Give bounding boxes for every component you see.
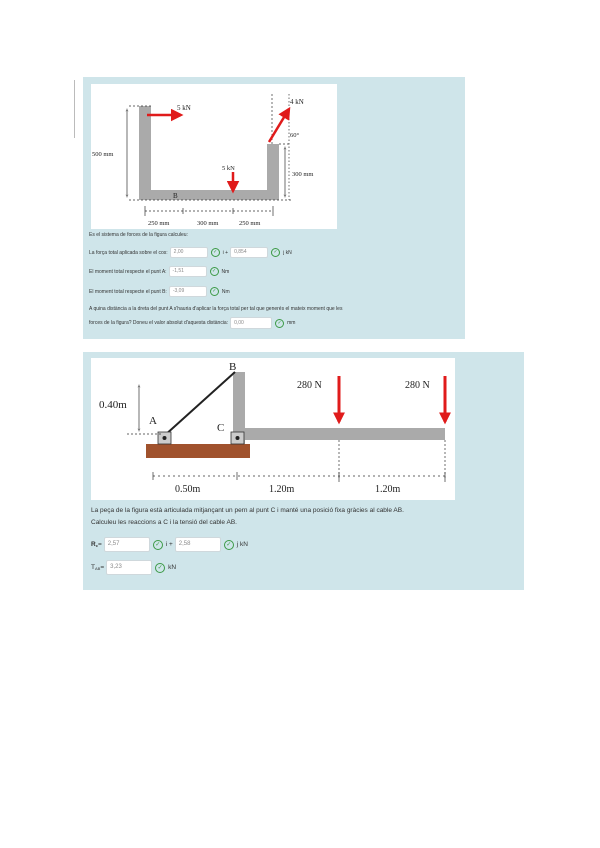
q4-unit: mm bbox=[287, 320, 296, 326]
check-icon: ✓ bbox=[210, 267, 219, 276]
u-shape-diagram bbox=[91, 84, 337, 229]
force-j-input[interactable]: 0,854 bbox=[230, 247, 268, 258]
question-1-row bbox=[89, 247, 292, 258]
check-icon: ✓ bbox=[275, 319, 284, 328]
question-4-row bbox=[89, 317, 295, 329]
q3-label: El moment total respecte el punt B: bbox=[89, 288, 167, 295]
label-b: B bbox=[229, 361, 237, 373]
problem-1-intro bbox=[89, 232, 188, 238]
ground bbox=[146, 444, 250, 458]
height-right-label: 300 mm bbox=[292, 171, 314, 178]
statement-line-2: Calculeu les reaccions a C i la tensió del cable AB. bbox=[91, 519, 237, 526]
dim-3-label: 250 mm bbox=[239, 220, 261, 227]
q2-unit: Nm bbox=[221, 268, 230, 275]
q1-mid-text: i + bbox=[222, 249, 229, 256]
q1-label: La força total aplicada sobre el cos: bbox=[89, 249, 168, 256]
reaction-equals: = bbox=[97, 541, 102, 548]
force-right-label: 4 kN bbox=[290, 98, 304, 106]
beam-cable-diagram bbox=[91, 358, 455, 500]
load-1-label: 280 N bbox=[297, 380, 322, 391]
question-2-row bbox=[89, 266, 229, 277]
force-i-input[interactable]: 2,00 bbox=[170, 247, 208, 258]
check-icon: ✓ bbox=[271, 248, 280, 257]
force-right-arrow bbox=[269, 109, 289, 142]
reaction-unit: j kN bbox=[236, 541, 248, 548]
reaction-mid-text: i + bbox=[165, 541, 173, 548]
q4-text-1: A quina distància a la dreta del punt A s'hauria d'aplicar la força total per tal que generés el mateix moment que les bbox=[89, 306, 343, 312]
problem-1-card bbox=[83, 77, 465, 339]
problem-2-card bbox=[83, 352, 524, 590]
problem-2-text-1 bbox=[91, 507, 404, 514]
q1-unit: j kN bbox=[283, 249, 292, 256]
moment-a-input[interactable]: -1,51 bbox=[169, 266, 207, 277]
check-icon: ✓ bbox=[155, 563, 165, 573]
reaction-row bbox=[91, 537, 248, 552]
question-4-line-1 bbox=[89, 306, 342, 312]
dim-3-label: 1.20m bbox=[375, 484, 401, 495]
point-b-label: B bbox=[173, 192, 178, 200]
q4-text-2: forces de la figura? Doneu el valor absolut d'aquesta distància: bbox=[89, 320, 229, 326]
tension-row bbox=[91, 560, 176, 575]
height-label: 0.40m bbox=[99, 399, 127, 411]
q3-unit: Nm bbox=[221, 288, 230, 295]
check-icon: ✓ bbox=[224, 540, 234, 550]
intro-text: Es el sistema de forces de la figura calculeu: bbox=[89, 232, 188, 238]
dim-1-label: 0.50m bbox=[175, 484, 201, 495]
right-arm bbox=[267, 144, 279, 200]
angle-label: 60° bbox=[290, 132, 300, 139]
tension-label: $T_{AB}$ bbox=[91, 564, 101, 571]
statement-line-1: La peça de la figura està articulada mitjançant un pern al punt C i manté una posició fixa gràcies al cable AB. bbox=[91, 507, 404, 514]
dim-2-label: 300 mm bbox=[197, 220, 219, 227]
problem-1-figure bbox=[91, 84, 337, 229]
check-icon: ✓ bbox=[153, 540, 163, 550]
problem-2-figure bbox=[91, 358, 455, 500]
reaction-i-input[interactable]: 2,57 bbox=[104, 537, 150, 552]
question-3-row bbox=[89, 286, 230, 297]
tension-input[interactable]: 3,23 bbox=[106, 560, 152, 575]
label-a: A bbox=[149, 415, 157, 427]
label-c: C bbox=[217, 422, 225, 434]
reaction-j-input[interactable]: 2,58 bbox=[175, 537, 221, 552]
load-2-label: 280 N bbox=[405, 380, 430, 391]
problem-2-text-2 bbox=[91, 519, 237, 526]
moment-b-input[interactable]: -3,09 bbox=[169, 286, 207, 297]
page-margin-mark bbox=[74, 80, 75, 138]
left-arm bbox=[139, 106, 151, 200]
base-beam bbox=[139, 190, 279, 200]
tension-unit: kN bbox=[168, 564, 177, 571]
check-icon: ✓ bbox=[211, 248, 220, 257]
q2-label: El moment total respecte el punt A: bbox=[89, 268, 167, 275]
tension-equals: = bbox=[100, 564, 105, 571]
cable-ab bbox=[164, 372, 235, 436]
dim-1-label: 250 mm bbox=[148, 220, 170, 227]
force-left-label: 5 kN bbox=[177, 104, 191, 112]
force-mid-label: 5 kN bbox=[222, 165, 235, 172]
horizontal-beam bbox=[241, 428, 445, 440]
dim-2-label: 1.20m bbox=[269, 484, 295, 495]
height-left-label: 500 mm bbox=[92, 151, 114, 158]
check-icon: ✓ bbox=[210, 287, 219, 296]
distance-input[interactable]: 0,00 bbox=[230, 317, 272, 329]
reaction-label: $R_c$ bbox=[91, 541, 98, 548]
